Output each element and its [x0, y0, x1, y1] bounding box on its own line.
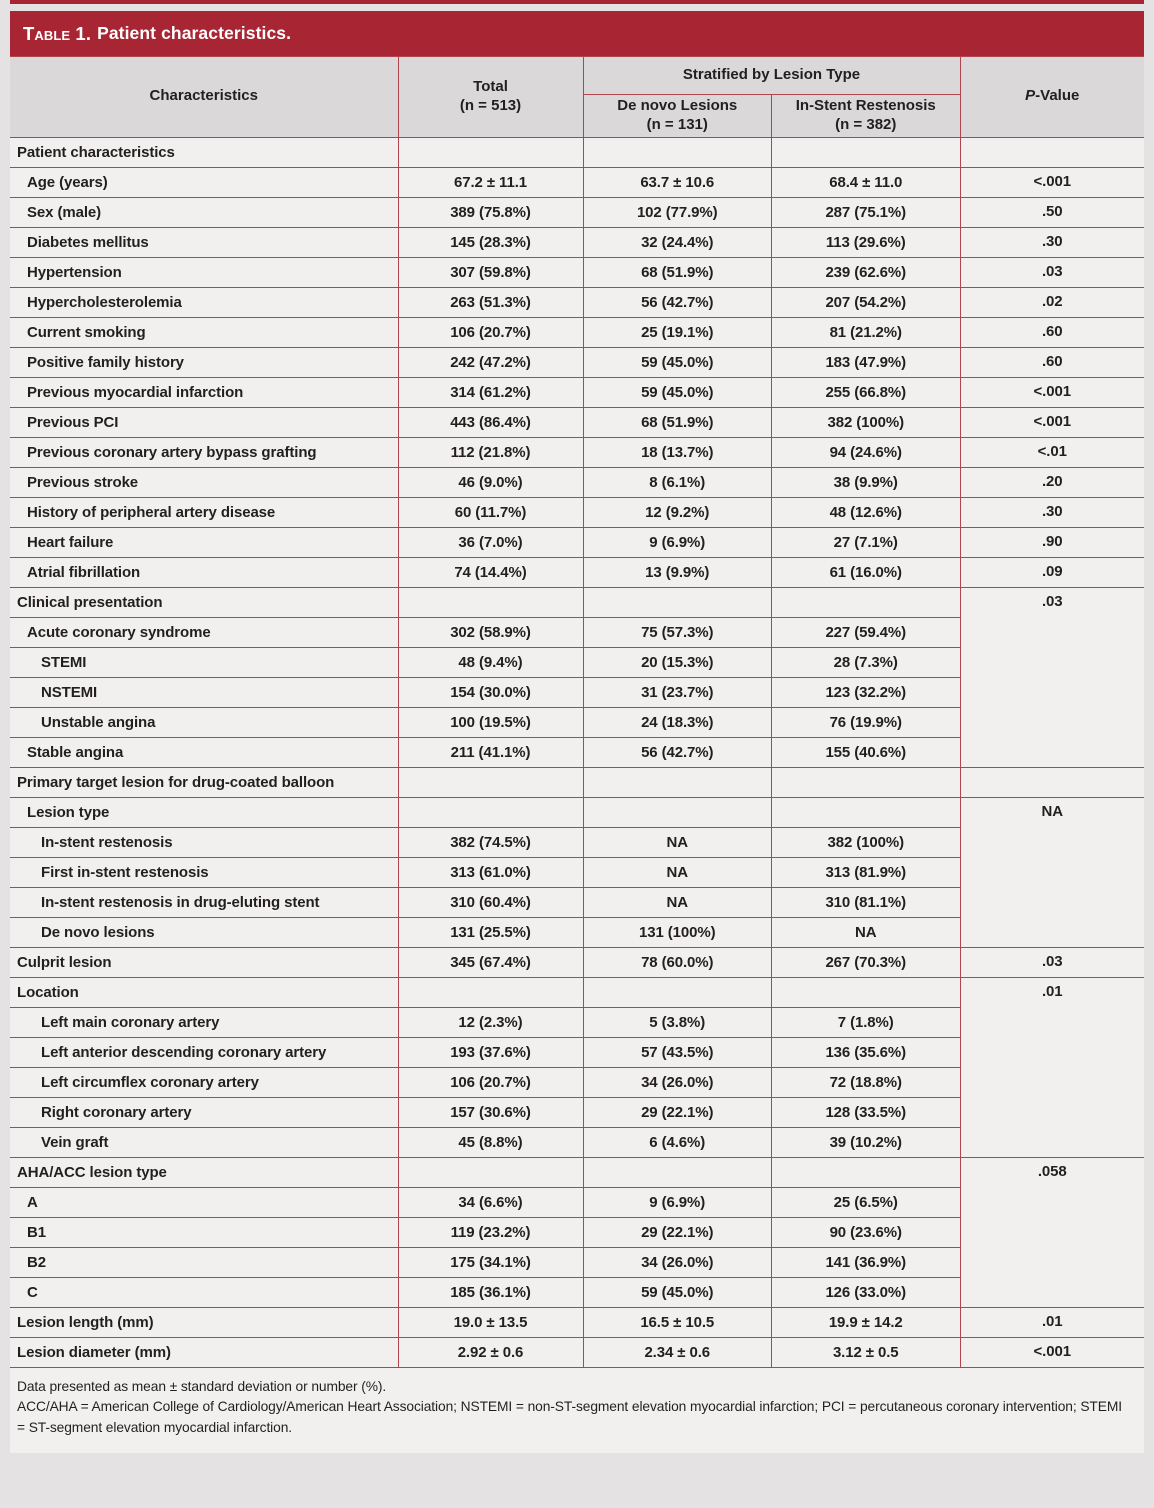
row-label: Primary target lesion for drug-coated balloon: [10, 767, 398, 797]
cell-denovo: 63.7 ± 10.6: [583, 167, 772, 197]
cell-isr: [772, 1157, 961, 1187]
cell-total: 2.92 ± 0.6: [398, 1337, 583, 1367]
cell-denovo: 68 (51.9%): [583, 257, 772, 287]
row-label: A: [10, 1187, 398, 1217]
row-label: Current smoking: [10, 317, 398, 347]
cell-isr: 27 (7.1%): [772, 527, 961, 557]
cell-denovo: NA: [583, 827, 772, 857]
cell-isr: 382 (100%): [772, 407, 961, 437]
cell-pvalue: .50: [960, 197, 1144, 227]
table-row: [10, 167, 1144, 197]
cell-denovo: 59 (45.0%): [583, 1277, 772, 1307]
footnote-abbreviations: ACC/AHA = American College of Cardiology/American Heart Association; NSTEMI = non-ST-segment elevation myocardial infarction; PCI = percutaneous coronary intervention; STEMI = ST-segment elevation myocardial infarction.: [17, 1399, 1122, 1435]
cell-pvalue: .60: [960, 317, 1144, 347]
table-header: [10, 57, 1144, 138]
table-row: [10, 467, 1144, 497]
cell-isr: [772, 587, 961, 617]
col-header-denovo: [583, 95, 772, 138]
table-row: [10, 587, 1144, 617]
cell-denovo: NA: [583, 887, 772, 917]
row-label: Diabetes mellitus: [10, 227, 398, 257]
table-row: [10, 287, 1144, 317]
cell-total: 60 (11.7%): [398, 497, 583, 527]
cell-isr: 227 (59.4%): [772, 617, 961, 647]
cell-total: 310 (60.4%): [398, 887, 583, 917]
cell-denovo: 32 (24.4%): [583, 227, 772, 257]
table-row: [10, 437, 1144, 467]
table-row: [10, 137, 1144, 167]
cell-total: 106 (20.7%): [398, 317, 583, 347]
cell-denovo: 20 (15.3%): [583, 647, 772, 677]
cell-total: [398, 137, 583, 167]
cell-isr: 39 (10.2%): [772, 1127, 961, 1157]
cell-pvalue: .02: [960, 287, 1144, 317]
col-header-pvalue: P-Value: [960, 57, 1144, 138]
cell-denovo: 18 (13.7%): [583, 437, 772, 467]
cell-total: 157 (30.6%): [398, 1097, 583, 1127]
row-label: Vein graft: [10, 1127, 398, 1157]
cell-denovo: 68 (51.9%): [583, 407, 772, 437]
row-label: Lesion diameter (mm): [10, 1337, 398, 1367]
header-row-top: [10, 57, 1144, 95]
cell-pvalue: <.001: [960, 1337, 1144, 1367]
isr-label: In-Stent Restenosis: [795, 97, 936, 114]
row-label: History of peripheral artery disease: [10, 497, 398, 527]
cell-total: 74 (14.4%): [398, 557, 583, 587]
table-row: [10, 947, 1144, 977]
cell-total: 112 (21.8%): [398, 437, 583, 467]
row-label: Age (years): [10, 167, 398, 197]
cell-pvalue: .03: [960, 947, 1144, 977]
denovo-n: (n = 131): [646, 115, 708, 133]
cell-denovo: 8 (6.1%): [583, 467, 772, 497]
total-n: (n = 513): [459, 96, 522, 114]
cell-isr: 25 (6.5%): [772, 1187, 961, 1217]
row-label: C: [10, 1277, 398, 1307]
col-header-characteristics: Characteristics: [10, 57, 398, 138]
cell-denovo: 31 (23.7%): [583, 677, 772, 707]
cell-total: 45 (8.8%): [398, 1127, 583, 1157]
cell-pvalue: <.001: [960, 167, 1144, 197]
row-label: Left circumflex coronary artery: [10, 1067, 398, 1097]
cell-total: 302 (58.9%): [398, 617, 583, 647]
cell-denovo: [583, 977, 772, 1007]
row-label: NSTEMI: [10, 677, 398, 707]
cell-pvalue: <.01: [960, 437, 1144, 467]
cell-isr: 68.4 ± 11.0: [772, 167, 961, 197]
total-label: Total: [473, 78, 508, 95]
row-label: In-stent restenosis: [10, 827, 398, 857]
cell-denovo: 24 (18.3%): [583, 707, 772, 737]
cell-isr: 239 (62.6%): [772, 257, 961, 287]
cell-denovo: 5 (3.8%): [583, 1007, 772, 1037]
row-label: Hypertension: [10, 257, 398, 287]
cell-pvalue: .30: [960, 227, 1144, 257]
table-row: [10, 347, 1144, 377]
cell-total: [398, 767, 583, 797]
cell-isr: 313 (81.9%): [772, 857, 961, 887]
cell-total: 193 (37.6%): [398, 1037, 583, 1067]
denovo-label: De novo Lesions: [617, 97, 738, 114]
cell-total: 48 (9.4%): [398, 647, 583, 677]
cell-total: 36 (7.0%): [398, 527, 583, 557]
cell-pvalue: .01: [960, 977, 1144, 1157]
cell-isr: 183 (47.9%): [772, 347, 961, 377]
row-label: STEMI: [10, 647, 398, 677]
isr-n: (n = 382): [835, 115, 897, 133]
row-label: Lesion type: [10, 797, 398, 827]
cell-isr: 94 (24.6%): [772, 437, 961, 467]
row-label: B2: [10, 1247, 398, 1277]
row-label: Hypercholesterolemia: [10, 287, 398, 317]
table-row: [10, 227, 1144, 257]
cell-isr: [772, 137, 961, 167]
cell-denovo: 2.34 ± 0.6: [583, 1337, 772, 1367]
cell-pvalue: .09: [960, 557, 1144, 587]
cell-isr: 287 (75.1%): [772, 197, 961, 227]
cell-denovo: 78 (60.0%): [583, 947, 772, 977]
cell-total: 382 (74.5%): [398, 827, 583, 857]
row-label: Previous coronary artery bypass grafting: [10, 437, 398, 467]
cell-pvalue: [960, 767, 1144, 797]
row-label: Left anterior descending coronary artery: [10, 1037, 398, 1067]
cell-isr: 136 (35.6%): [772, 1037, 961, 1067]
row-label: B1: [10, 1217, 398, 1247]
cell-isr: 310 (81.1%): [772, 887, 961, 917]
cell-denovo: 9 (6.9%): [583, 1187, 772, 1217]
cell-denovo: 56 (42.7%): [583, 737, 772, 767]
cell-isr: 61 (16.0%): [772, 557, 961, 587]
row-label: Lesion length (mm): [10, 1307, 398, 1337]
cell-total: 46 (9.0%): [398, 467, 583, 497]
cell-total: 100 (19.5%): [398, 707, 583, 737]
cell-isr: 255 (66.8%): [772, 377, 961, 407]
cell-total: [398, 587, 583, 617]
cell-denovo: 13 (9.9%): [583, 557, 772, 587]
cell-total: 175 (34.1%): [398, 1247, 583, 1277]
cell-pvalue: .03: [960, 587, 1144, 767]
row-label: Patient characteristics: [10, 137, 398, 167]
cell-denovo: [583, 767, 772, 797]
cell-isr: 90 (23.6%): [772, 1217, 961, 1247]
cell-denovo: 16.5 ± 10.5: [583, 1307, 772, 1337]
table-title-band: [10, 11, 1144, 56]
cell-denovo: 57 (43.5%): [583, 1037, 772, 1067]
cell-pvalue: NA: [960, 797, 1144, 947]
cell-denovo: 34 (26.0%): [583, 1247, 772, 1277]
cell-total: 34 (6.6%): [398, 1187, 583, 1217]
row-label: Culprit lesion: [10, 947, 398, 977]
row-label: Positive family history: [10, 347, 398, 377]
table-row: [10, 527, 1144, 557]
cell-isr: 72 (18.8%): [772, 1067, 961, 1097]
cell-denovo: 75 (57.3%): [583, 617, 772, 647]
table-row: [10, 257, 1144, 287]
table-title: Patient characteristics.: [97, 23, 292, 43]
cell-isr: 155 (40.6%): [772, 737, 961, 767]
cell-denovo: 29 (22.1%): [583, 1217, 772, 1247]
table-body: [10, 137, 1144, 1367]
row-label: Location: [10, 977, 398, 1007]
cell-total: 242 (47.2%): [398, 347, 583, 377]
cell-isr: 113 (29.6%): [772, 227, 961, 257]
cell-total: [398, 797, 583, 827]
table-row: [10, 1337, 1144, 1367]
cell-denovo: 34 (26.0%): [583, 1067, 772, 1097]
cell-pvalue: .03: [960, 257, 1144, 287]
cell-isr: 76 (19.9%): [772, 707, 961, 737]
cell-denovo: 12 (9.2%): [583, 497, 772, 527]
cell-isr: 19.9 ± 14.2: [772, 1307, 961, 1337]
cell-total: 314 (61.2%): [398, 377, 583, 407]
cell-pvalue: .90: [960, 527, 1144, 557]
cell-isr: 126 (33.0%): [772, 1277, 961, 1307]
table-row: [10, 797, 1144, 827]
table-footnotes: [10, 1368, 1144, 1453]
cell-isr: 382 (100%): [772, 827, 961, 857]
cell-denovo: [583, 797, 772, 827]
cell-pvalue: .01: [960, 1307, 1144, 1337]
cell-denovo: 25 (19.1%): [583, 317, 772, 347]
row-label: Previous PCI: [10, 407, 398, 437]
cell-total: 131 (25.5%): [398, 917, 583, 947]
table-row: [10, 197, 1144, 227]
row-label: First in-stent restenosis: [10, 857, 398, 887]
row-label: In-stent restenosis in drug-eluting stent: [10, 887, 398, 917]
cell-total: 145 (28.3%): [398, 227, 583, 257]
row-label: Sex (male): [10, 197, 398, 227]
cell-total: [398, 1157, 583, 1187]
row-label: Atrial fibrillation: [10, 557, 398, 587]
cell-denovo: [583, 587, 772, 617]
row-label: Acute coronary syndrome: [10, 617, 398, 647]
table-row: [10, 557, 1144, 587]
row-label: Heart failure: [10, 527, 398, 557]
cell-denovo: 29 (22.1%): [583, 1097, 772, 1127]
cell-denovo: 6 (4.6%): [583, 1127, 772, 1157]
cell-total: 307 (59.8%): [398, 257, 583, 287]
cell-total: 443 (86.4%): [398, 407, 583, 437]
cell-total: 185 (36.1%): [398, 1277, 583, 1307]
cell-isr: 141 (36.9%): [772, 1247, 961, 1277]
table-row: [10, 767, 1144, 797]
cell-isr: 7 (1.8%): [772, 1007, 961, 1037]
cell-denovo: 59 (45.0%): [583, 377, 772, 407]
row-label: Left main coronary artery: [10, 1007, 398, 1037]
row-label: De novo lesions: [10, 917, 398, 947]
col-header-isr: [772, 95, 961, 138]
cell-isr: 81 (21.2%): [772, 317, 961, 347]
cell-isr: [772, 767, 961, 797]
spacer: [10, 4, 1144, 11]
cell-denovo: NA: [583, 857, 772, 887]
cell-isr: [772, 977, 961, 1007]
cell-total: 389 (75.8%): [398, 197, 583, 227]
cell-isr: 3.12 ± 0.5: [772, 1337, 961, 1367]
cell-isr: 38 (9.9%): [772, 467, 961, 497]
table-row: [10, 377, 1144, 407]
cell-denovo: 56 (42.7%): [583, 287, 772, 317]
row-label: Clinical presentation: [10, 587, 398, 617]
cell-total: 211 (41.1%): [398, 737, 583, 767]
cell-denovo: [583, 1157, 772, 1187]
cell-isr: 48 (12.6%): [772, 497, 961, 527]
table-row: [10, 1157, 1144, 1187]
cell-total: 19.0 ± 13.5: [398, 1307, 583, 1337]
cell-pvalue: [960, 137, 1144, 167]
cell-denovo: 131 (100%): [583, 917, 772, 947]
col-header-total: [398, 57, 583, 138]
row-label: Previous myocardial infarction: [10, 377, 398, 407]
row-label: Stable angina: [10, 737, 398, 767]
table-row: [10, 317, 1144, 347]
cell-total: 12 (2.3%): [398, 1007, 583, 1037]
row-label: Previous stroke: [10, 467, 398, 497]
cell-total: 154 (30.0%): [398, 677, 583, 707]
row-label: AHA/ACC lesion type: [10, 1157, 398, 1187]
table-number: Table 1.: [23, 22, 92, 44]
cell-isr: NA: [772, 917, 961, 947]
cell-total: 263 (51.3%): [398, 287, 583, 317]
cell-total: 313 (61.0%): [398, 857, 583, 887]
table-row: [10, 407, 1144, 437]
cell-total: 67.2 ± 11.1: [398, 167, 583, 197]
row-label: Right coronary artery: [10, 1097, 398, 1127]
table-row: [10, 977, 1144, 1007]
cell-isr: [772, 797, 961, 827]
cell-isr: 267 (70.3%): [772, 947, 961, 977]
cell-pvalue: <.001: [960, 377, 1144, 407]
cell-pvalue: .058: [960, 1157, 1144, 1307]
cell-pvalue: <.001: [960, 407, 1144, 437]
cell-total: 345 (67.4%): [398, 947, 583, 977]
footnote-data-presentation: Data presented as mean ± standard deviation or number (%).: [17, 1378, 387, 1394]
col-header-stratified: Stratified by Lesion Type: [583, 57, 960, 95]
cell-denovo: 102 (77.9%): [583, 197, 772, 227]
cell-denovo: [583, 137, 772, 167]
row-label: Unstable angina: [10, 707, 398, 737]
table-row: [10, 497, 1144, 527]
table-row: [10, 1307, 1144, 1337]
cell-total: 106 (20.7%): [398, 1067, 583, 1097]
cell-total: 119 (23.2%): [398, 1217, 583, 1247]
cell-pvalue: .20: [960, 467, 1144, 497]
cell-isr: 28 (7.3%): [772, 647, 961, 677]
cell-pvalue: .30: [960, 497, 1144, 527]
cell-denovo: 9 (6.9%): [583, 527, 772, 557]
cell-isr: 128 (33.5%): [772, 1097, 961, 1127]
cell-isr: 123 (32.2%): [772, 677, 961, 707]
cell-total: [398, 977, 583, 1007]
cell-isr: 207 (54.2%): [772, 287, 961, 317]
cell-pvalue: .60: [960, 347, 1144, 377]
patient-characteristics-table: [10, 56, 1144, 1368]
cell-denovo: 59 (45.0%): [583, 347, 772, 377]
